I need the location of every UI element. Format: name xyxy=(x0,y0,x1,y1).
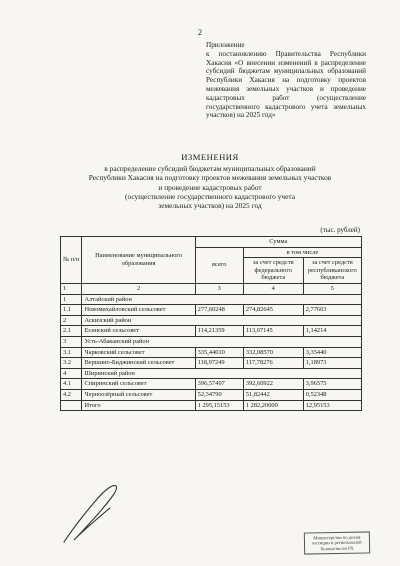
row-total: 52,34790 xyxy=(195,389,243,400)
header-total: всего xyxy=(195,247,243,283)
index-cell: 3 xyxy=(195,283,243,294)
index-cell: 4 xyxy=(243,283,303,294)
row-name: Спиринский сельсовет xyxy=(82,379,195,390)
row-name: Новомихайловский сельсовет xyxy=(82,305,195,316)
table-row-section xyxy=(61,336,362,347)
units-label: (тыс. рублей) xyxy=(320,226,360,234)
row-federal: 1 282,20000 xyxy=(243,400,303,411)
table-row xyxy=(61,358,362,369)
table-row-total xyxy=(61,400,362,411)
row-district-name: Аскизский район xyxy=(82,315,362,326)
header-name: Наименование муниципального образования xyxy=(82,237,195,284)
row-republic: 12,95153 xyxy=(303,400,361,411)
row-num: 3.1 xyxy=(61,347,82,358)
row-name: Итого xyxy=(82,400,195,411)
row-total: 396,57497 xyxy=(195,379,243,390)
subsidy-table xyxy=(60,236,362,411)
signature-icon xyxy=(58,478,128,548)
table-row xyxy=(61,347,362,358)
row-federal: 392,60922 xyxy=(243,379,303,390)
row-district-name: Ширинский район xyxy=(82,368,362,379)
row-total: 118,97249 xyxy=(195,358,243,369)
row-federal: 274,82645 xyxy=(243,305,303,316)
header-including: в том числе xyxy=(243,247,361,258)
appendix-title: Приложение xyxy=(206,41,245,49)
stamp-line: Министерство по делам xyxy=(313,534,361,541)
appendix-block xyxy=(206,41,366,120)
row-num: 1 xyxy=(61,294,82,305)
row-republic: 2,77603 xyxy=(303,305,361,316)
document-heading: ИЗМЕНЕНИЯ xyxy=(181,152,239,162)
row-federal: 51,82442 xyxy=(243,389,303,400)
row-republic: 0,52348 xyxy=(303,389,361,400)
row-total: 277,60248 xyxy=(195,305,243,316)
row-num xyxy=(61,400,82,411)
row-republic: 1,14214 xyxy=(303,326,361,337)
table-row-section xyxy=(61,315,362,326)
registration-stamp xyxy=(304,531,370,554)
row-federal: 332,08570 xyxy=(243,347,303,358)
page-number: 2 xyxy=(198,28,202,37)
row-total: 335,44010 xyxy=(195,347,243,358)
row-name: Вершино-Биджинский сельсовет xyxy=(82,358,195,369)
row-total: 1 295,15153 xyxy=(195,400,243,411)
header-num: № п/п xyxy=(61,237,82,284)
row-num: 1.1 xyxy=(61,305,82,316)
row-total: 114,21359 xyxy=(195,326,243,337)
row-num: 4.2 xyxy=(61,389,82,400)
header-federal: за счет средств федерального бюджета xyxy=(243,258,303,284)
stamp-line: юстиции и региональной xyxy=(312,539,362,546)
document-title-block xyxy=(60,153,360,210)
row-name: Есинский сельсовет xyxy=(82,326,195,337)
stamp-line: безопасности РХ xyxy=(320,545,354,552)
row-republic: 1,18973 xyxy=(303,358,361,369)
document-subtitle: в распределение субсидий бюджетам муниципальных образований Республики Хакасия на подготовку проектов межевания земельных участков и проведение кадастровых работ (осуществление государственного кадастрового учета земельных участков) на 2025 год xyxy=(88,164,332,211)
table-row-section xyxy=(61,368,362,379)
row-district-name: Усть-Абаканский район xyxy=(82,336,362,347)
signature-mark xyxy=(58,478,128,553)
row-name: Черноозёрный сельсовет xyxy=(82,389,195,400)
header-sum: Сумма xyxy=(195,237,361,248)
header-republic: за счет средств республиканского бюджета xyxy=(303,258,361,284)
index-cell: 1 xyxy=(61,283,82,294)
table-row-section xyxy=(61,294,362,305)
row-num: 3.2 xyxy=(61,358,82,369)
row-num: 3 xyxy=(61,336,82,347)
row-district-name: Алтайский район xyxy=(82,294,362,305)
table-row xyxy=(61,379,362,390)
row-federal: 117,78276 xyxy=(243,358,303,369)
table-row xyxy=(61,389,362,400)
appendix-text: к постановлению Правительства Республики Хакасия «О внесении изменений в распределение субсидий бюджетам муниципальных образований Республики Хакасия на подготовку проектов межевания земельных участков и проведение кадастровых работ (осуществление государственного кадастрового учета земельных участков) на 2025 год» xyxy=(206,49,366,120)
table-row xyxy=(61,305,362,316)
row-num: 2.1 xyxy=(61,326,82,337)
row-num: 4 xyxy=(61,368,82,379)
index-cell: 5 xyxy=(303,283,361,294)
row-num: 4.1 xyxy=(61,379,82,390)
index-cell: 2 xyxy=(82,283,195,294)
row-num: 2 xyxy=(61,315,82,326)
row-name: Чарковский сельсовет xyxy=(82,347,195,358)
row-republic: 3,35440 xyxy=(303,347,361,358)
row-republic: 3,96575 xyxy=(303,379,361,390)
table-row xyxy=(61,326,362,337)
index-row xyxy=(61,283,362,294)
row-federal: 113,07145 xyxy=(243,326,303,337)
